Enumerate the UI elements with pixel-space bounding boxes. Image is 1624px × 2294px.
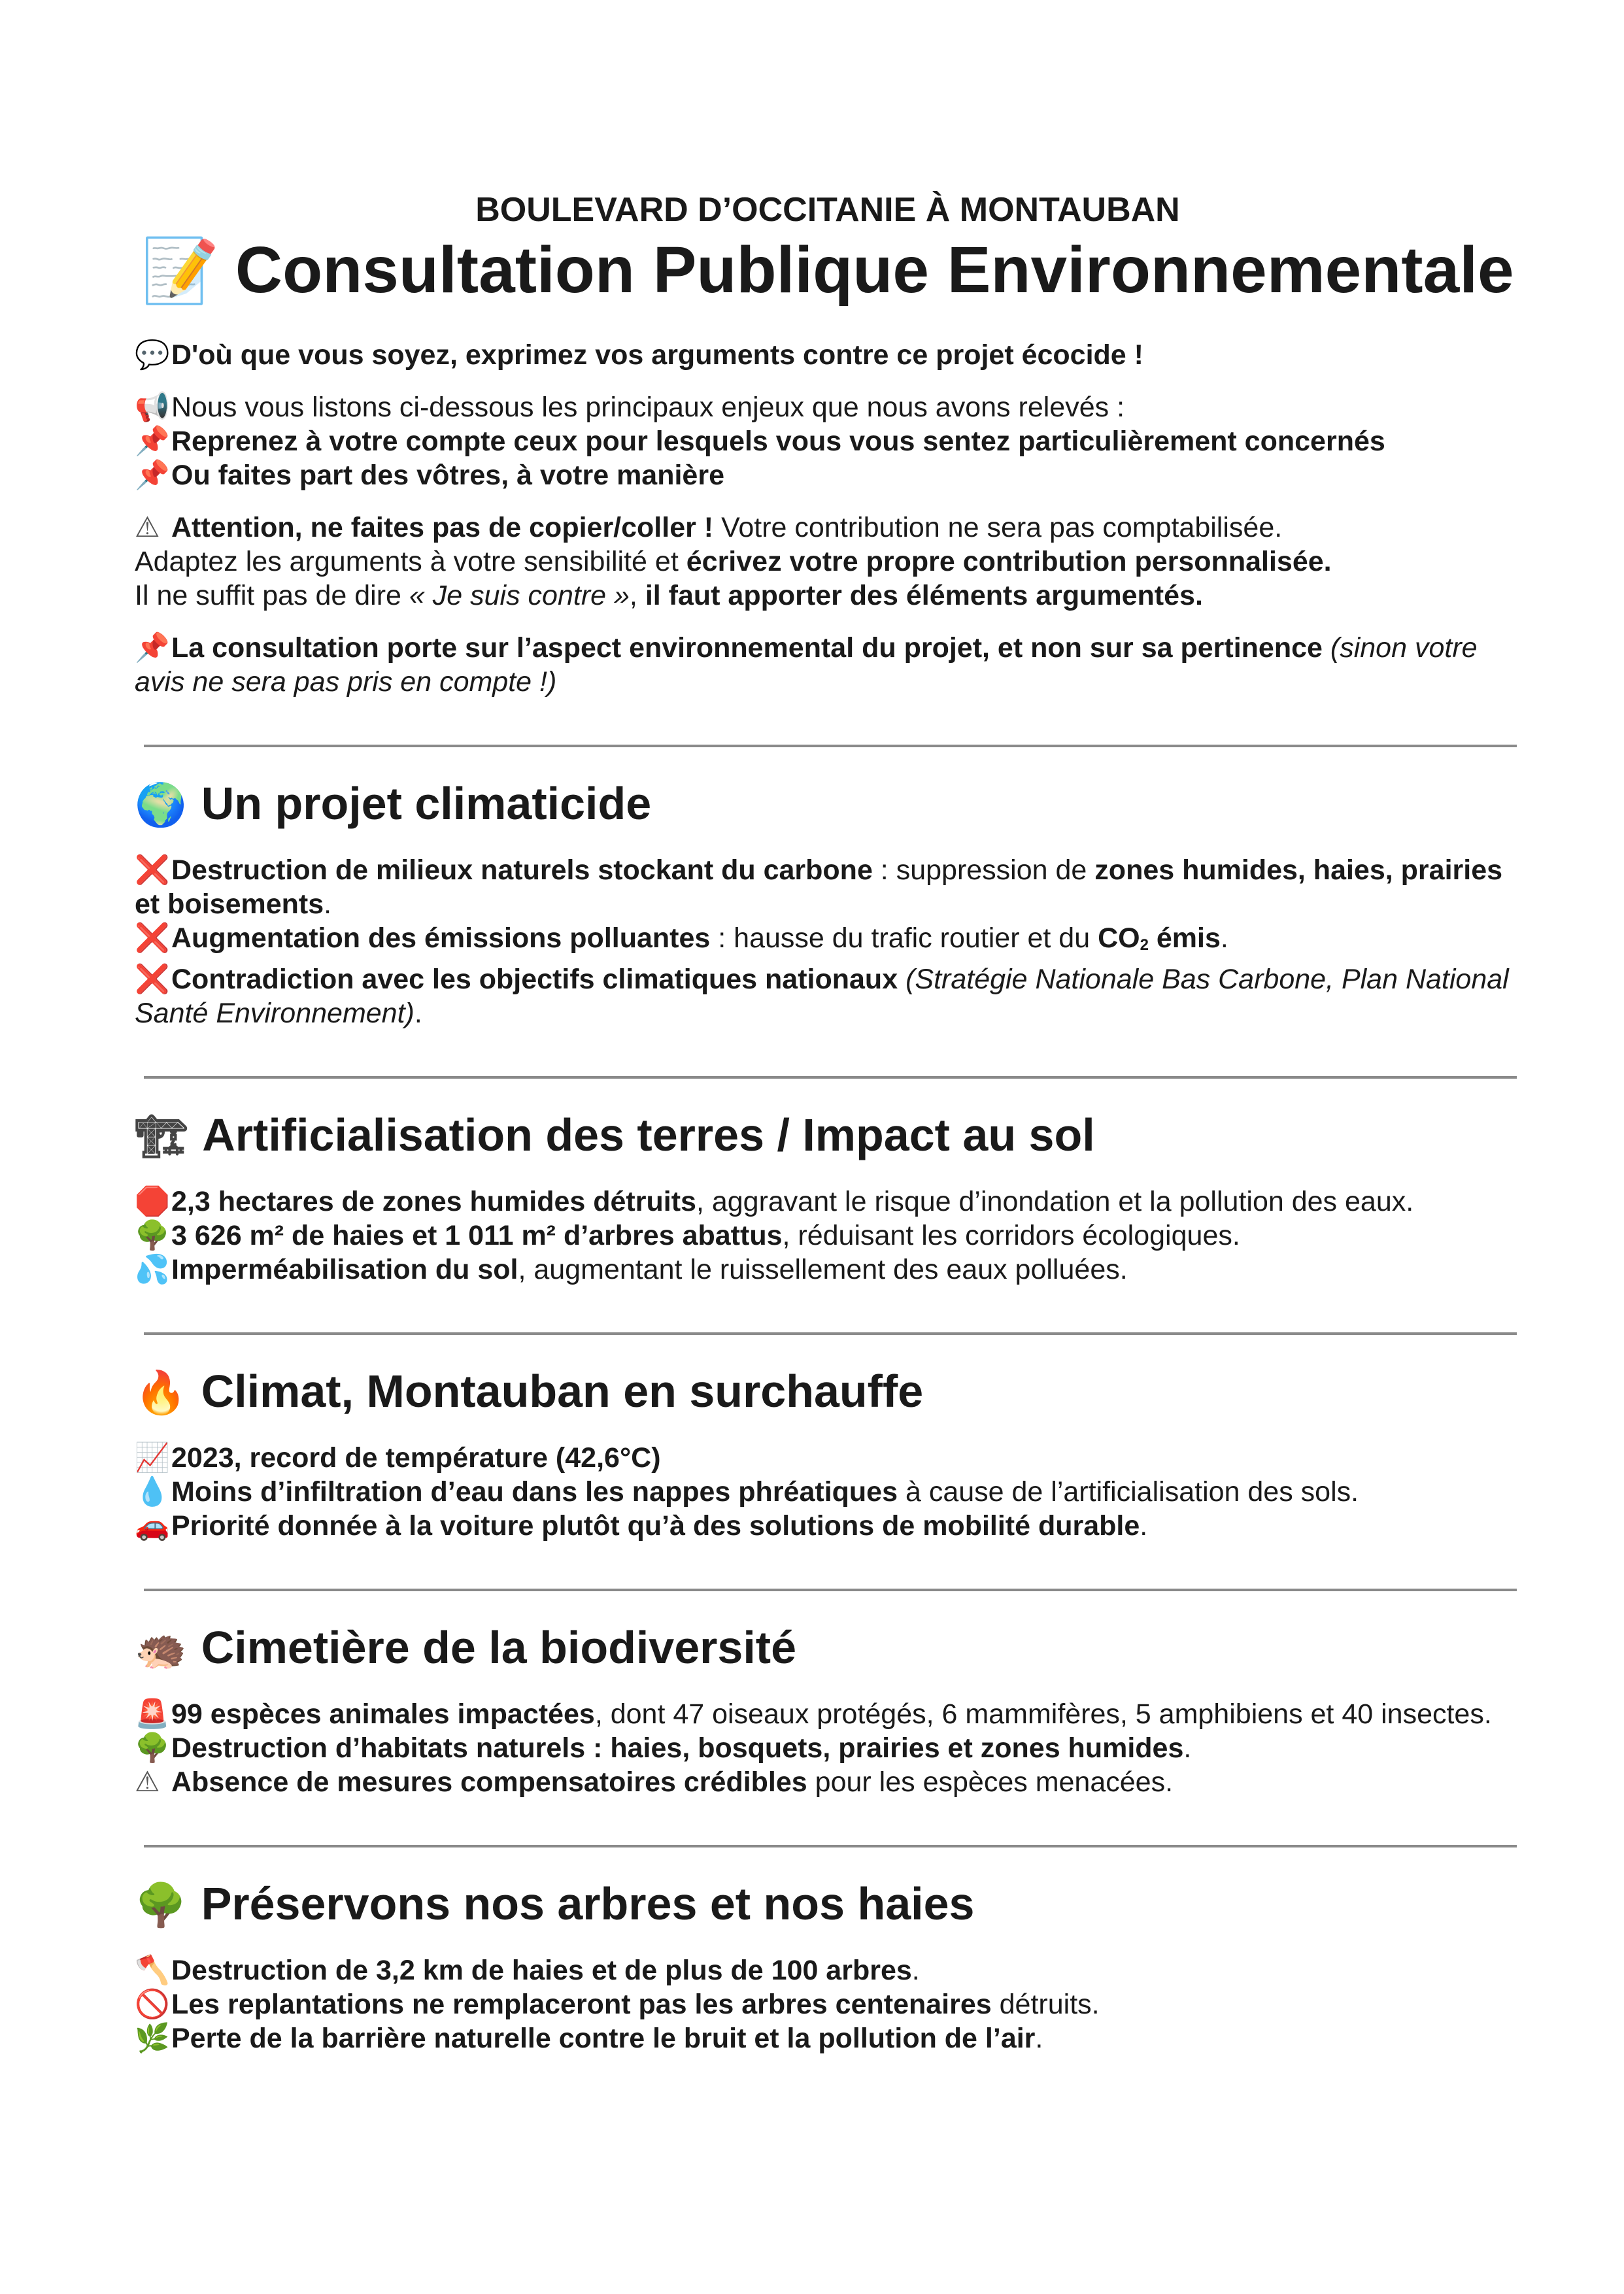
intro-pin-line-1: 📌Reprenez à votre compte ceux pour lesquels vous vous sentez particulièrement concernés: [135, 425, 1385, 457]
section-list-artificialisation: [135, 1185, 1521, 1287]
section-title-biodiversite: 🦔 Cimetière de la biodiversité: [135, 1621, 797, 1673]
list-item: 🌳Destruction d’habitats naturels : haies, bosquets, prairies et zones humides.: [135, 1732, 1192, 1764]
tree-icon: 🌳: [135, 1881, 187, 1929]
document-title-text: Consultation Publique Environnementale: [235, 233, 1514, 307]
document-page: [135, 191, 1521, 2055]
globe-icon: 🌍: [135, 781, 187, 828]
cross-icon: ❌: [135, 922, 170, 954]
pushpin-icon: 📌: [135, 632, 170, 664]
cross-icon: ❌: [135, 963, 170, 995]
list-item: 🚨99 espèces animales impactées, dont 47 oiseaux protégés, 6 mammifères, 5 amphibiens et 40 insectes.: [135, 1698, 1492, 1730]
document-kicker: BOULEVARD D’OCCITANIE À MONTAUBAN: [475, 191, 1180, 229]
pushpin-icon: 📌: [135, 459, 170, 491]
chart-increasing-icon: 📈: [135, 1442, 170, 1474]
tree-icon: 🌳: [135, 1219, 170, 1251]
list-item: 💧Moins d’infiltration d’eau dans les nappes phréatiques à cause de l’artificialisation des sols.: [135, 1476, 1359, 1508]
megaphone-icon: 📢: [135, 391, 170, 423]
hedgehog-icon: 🦔: [135, 1625, 187, 1672]
axe-icon: 🪓: [135, 1954, 170, 1986]
section-divider: [144, 745, 1517, 747]
intro-pin-line-2: 📌Ou faites part des vôtres, à votre manière: [135, 459, 724, 491]
section-list-arbres: [135, 1953, 1521, 2055]
list-item: ❌Destruction de milieux naturels stockant du carbone : suppression de zones humides, haies, prairies et boisements.: [135, 854, 1503, 920]
intro-instructions: [135, 390, 1521, 492]
intro-call: 💬D'où que vous soyez, exprimez vos arguments contre ce projet écocide !: [135, 339, 1143, 371]
section-title-climaticide: 🌍 Un projet climaticide: [135, 777, 652, 829]
list-item: 📈2023, record de température (42,6°C): [135, 1442, 661, 1474]
speech-bubble-icon: 💬: [135, 339, 170, 371]
section-list-climaticide: [135, 853, 1521, 1030]
siren-icon: 🚨: [135, 1698, 170, 1730]
droplet-icon: 💧: [135, 1476, 170, 1508]
construction-crane-icon: 🏗: [135, 1112, 188, 1160]
section-title-artificialisation: 🏗 Artificialisation des terres / Impact au sol: [135, 1109, 1095, 1160]
list-item: ❌Augmentation des émissions polluantes : hausse du trafic routier et du $CO_2$ émis.: [135, 922, 1228, 954]
stop-sign-icon: 🛑: [135, 1185, 170, 1217]
cross-icon: ❌: [135, 854, 170, 886]
list-item: 🚫Les replantations ne remplaceront pas les arbres centenaires détruits.: [135, 1988, 1100, 2020]
list-item: 🚗Priorité donnée à la voiture plutôt qu’à des solutions de mobilité durable.: [135, 1510, 1148, 1542]
intro-warning: ⚠ Attention, ne faites pas de copier/coller ! Votre contribution ne sera pas comptabilisée. Adaptez les arguments à votre sensibilité et écrivez votre propre contribution personnalisée. Il ne suffit pas de dire « Je suis contre », il faut apporter des éléments argumentés.: [135, 511, 1332, 611]
list-item: ❌Contradiction avec les objectifs climatiques nationaux (Stratégie Nationale Bas Carbone, Plan National Santé Environnement).: [135, 963, 1509, 1029]
section-list-climat: [135, 1441, 1521, 1543]
list-item: 🛑2,3 hectares de zones humides détruits, aggravant le risque d’inondation et la pollution des eaux.: [135, 1185, 1414, 1217]
section-divider: [144, 1332, 1517, 1335]
list-item: 🌳3 626 m² de haies et 1 011 m² d’arbres abattus, réduisant les corridors écologiques.: [135, 1219, 1240, 1251]
intro-list-line: 📢Nous vous listons ci-dessous les principaux enjeux que nous avons relevés :: [135, 391, 1125, 423]
section-divider: [144, 1076, 1517, 1079]
section-divider: [144, 1845, 1517, 1847]
prohibited-icon: 🚫: [135, 1988, 170, 2020]
warning-icon: ⚠: [135, 511, 160, 543]
section-title-arbres: 🌳 Préservons nos arbres et nos haies: [135, 1878, 975, 1929]
intro-scope: 📌La consultation porte sur l’aspect environnemental du projet, et non sur sa pertinence (sinon votre avis ne sera pas pris en compte !): [135, 632, 1478, 698]
memo-icon: 📝: [141, 235, 220, 306]
list-item: ⚠ Absence de mesures compensatoires crédibles pour les espèces menacées.: [135, 1766, 1174, 1798]
section-divider: [144, 1589, 1517, 1591]
pushpin-icon: 📌: [135, 425, 170, 457]
list-item: 🌿Perte de la barrière naturelle contre le bruit et la pollution de l’air.: [135, 2022, 1043, 2054]
car-icon: 🚗: [135, 1510, 170, 1542]
document-title: [135, 233, 1521, 308]
water-drops-icon: 💦: [135, 1253, 170, 1285]
warning-icon: ⚠: [135, 1766, 160, 1798]
section-list-biodiversite: [135, 1697, 1521, 1799]
list-item: 🪓Destruction de 3,2 km de haies et de plus de 100 arbres.: [135, 1954, 920, 1986]
list-item: 💦Imperméabilisation du sol, augmentant le ruissellement des eaux polluées.: [135, 1253, 1128, 1285]
section-title-climat: 🔥 Climat, Montauban en surchauffe: [135, 1365, 924, 1417]
fire-icon: 🔥: [135, 1368, 187, 1416]
tree-icon: 🌳: [135, 1732, 170, 1764]
herb-leaf-icon: 🌿: [135, 2022, 170, 2054]
